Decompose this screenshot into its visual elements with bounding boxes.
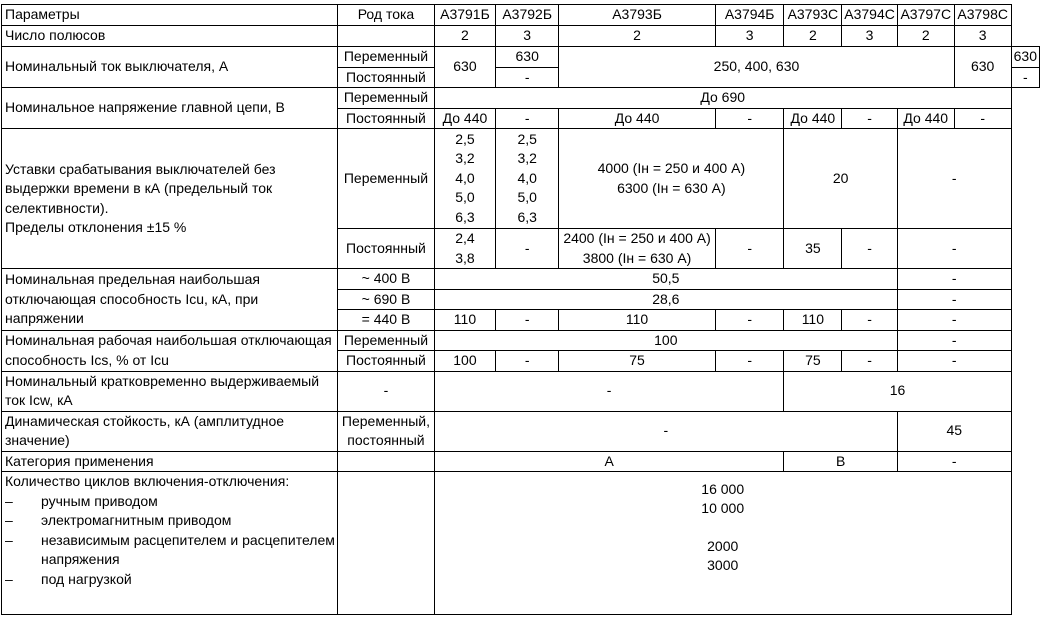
header-model: А3794Б: [715, 5, 784, 26]
cell: 630: [954, 47, 1011, 88]
dash: –: [5, 492, 13, 509]
value-line: 3000: [707, 557, 739, 573]
cell: 250, 400, 630: [559, 47, 954, 88]
header-current-type: Род тока: [338, 5, 435, 26]
cell: [496, 129, 559, 229]
header-model: А3798С: [954, 5, 1011, 26]
cell: 110: [559, 310, 716, 331]
cell: [559, 129, 784, 229]
header-model: А3791Б: [434, 5, 495, 26]
row-label: Число полюсов: [2, 26, 338, 47]
cell: До 690: [434, 88, 1011, 109]
cell: [434, 472, 1011, 615]
cell: 100: [434, 351, 495, 372]
cell: -: [897, 129, 1011, 229]
header-params: Параметры: [2, 5, 338, 26]
cell: -: [897, 330, 1011, 351]
cell: До 440: [784, 108, 842, 129]
cell: В: [784, 451, 897, 472]
voltage-cell: ~ 400 В: [338, 269, 435, 290]
current-type-cell: Постоянный: [338, 351, 435, 372]
value-line: 6,3: [517, 208, 537, 225]
dash: –: [5, 531, 13, 548]
value-line: 4000 (Iн = 250 и 400 А): [597, 160, 746, 176]
current-type-cell: [338, 411, 435, 451]
current-type-cell: Постоянный: [338, 229, 435, 269]
label-line: Уставки срабатывания выключателей без выдержки времени в кА (предельный ток селективности).: [5, 160, 276, 216]
value-line: 16 000: [701, 481, 745, 497]
current-type-cell: Переменный: [338, 129, 435, 229]
value-line: 4,0: [517, 169, 537, 186]
value-line: 5,0: [455, 189, 475, 206]
cell: -: [338, 371, 435, 411]
table-row: [2, 411, 1040, 451]
row-label: Категория применения: [2, 451, 338, 472]
row-label: Номинальный кратковременно выдерживаемый ток Icw, кА: [2, 371, 338, 411]
cell: [434, 129, 495, 229]
table-row: [2, 371, 1040, 411]
row-label: [2, 129, 338, 269]
cell: 50,5: [434, 269, 897, 290]
cell: -: [897, 229, 1011, 269]
table-row: [2, 26, 1040, 47]
cell: 2: [559, 26, 716, 47]
item-text: электромагнитным приводом: [41, 512, 232, 528]
cell: -: [897, 351, 1011, 372]
dash: –: [5, 512, 13, 528]
header-model: А3792Б: [496, 5, 559, 26]
cell: -: [897, 451, 1011, 472]
value-line: 2000: [707, 538, 739, 554]
value-line: 3,8: [455, 249, 475, 266]
list-item: [5, 570, 335, 590]
current-type-cell: Постоянный: [338, 108, 435, 129]
cell: До 440: [897, 108, 954, 129]
cell: -: [496, 67, 559, 88]
value-line: 6300 (Iн = 630 А): [617, 179, 726, 196]
list-item: [5, 492, 335, 512]
list-item: [5, 511, 335, 531]
cell: [434, 229, 495, 269]
value-line: 2400 (Iн = 250 и 400 А): [563, 230, 711, 246]
header-model: А3793Б: [559, 5, 716, 26]
cell: -: [842, 351, 898, 372]
cell: -: [715, 108, 784, 129]
cell: 2: [897, 26, 954, 47]
table-row: [2, 451, 1040, 472]
header-model: А3797С: [897, 5, 954, 26]
value-line: 2,4: [455, 230, 475, 246]
header-model: А3794С: [842, 5, 898, 26]
cell: -: [1011, 67, 1039, 88]
item-text: под нагрузкой: [41, 570, 132, 587]
cell: 630: [434, 47, 495, 88]
cell: [559, 229, 716, 269]
cell: 630: [1011, 47, 1039, 68]
breaker-spec-table: [1, 4, 1040, 615]
cell: -: [954, 108, 1011, 129]
cell: 3: [496, 26, 559, 47]
cell: 100: [434, 330, 897, 351]
cell: 3: [954, 26, 1011, 47]
current-type-cell: Переменный: [338, 330, 435, 351]
cell: 110: [784, 310, 842, 331]
cell: -: [715, 351, 784, 372]
cell: -: [434, 371, 784, 411]
row-label: Номинальная предельная наибольшая отключающая способность Icu, кА, при напряжении: [2, 269, 338, 331]
cell: А: [434, 451, 784, 472]
cell: -: [496, 351, 559, 372]
value-line: 10 000: [701, 500, 745, 516]
spacer: [437, 472, 1009, 480]
cell: 35: [784, 229, 842, 269]
cycles-label: Количество циклов включения-отключения:: [5, 473, 290, 489]
cell: 45: [897, 411, 1011, 451]
cell: 2: [434, 26, 495, 47]
list-item: [5, 531, 335, 570]
cell: -: [434, 411, 897, 451]
cell: -: [715, 229, 784, 269]
item-text: независимым расцепителем и расцепителем напряжения: [41, 531, 335, 567]
cell: 20: [784, 129, 897, 229]
cell: 75: [784, 351, 842, 372]
dash: –: [5, 570, 13, 587]
cell: 3: [715, 26, 784, 47]
empty-cell: [338, 472, 435, 615]
cell: -: [842, 310, 898, 331]
cell: -: [897, 269, 1011, 290]
value-line: 2,5: [517, 130, 537, 147]
cell: 630: [496, 47, 559, 68]
cell: -: [496, 229, 559, 269]
label-line: Пределы отклонения ±15 %: [5, 219, 187, 235]
value-line: 3,2: [517, 150, 537, 167]
value-line: 4,0: [455, 169, 475, 186]
cell: 16: [784, 371, 1011, 411]
empty-cell: [338, 451, 435, 472]
cell: 2: [784, 26, 842, 47]
cell: До 440: [434, 108, 495, 129]
value-line: 3800 (Iн = 630 А): [582, 249, 692, 266]
value-line: 2,5: [455, 130, 475, 147]
value-line: постоянный: [347, 432, 425, 448]
table-row: [2, 330, 1040, 351]
current-type-cell: Постоянный: [338, 67, 435, 88]
cell: -: [842, 229, 898, 269]
voltage-cell: = 440 В: [338, 310, 435, 331]
cell: -: [496, 108, 559, 129]
row-label: Номинальное напряжение главной цепи, В: [2, 88, 338, 129]
value-line: 6,3: [455, 208, 475, 225]
value-line: Переменный,: [341, 412, 430, 429]
table-row: [2, 472, 1040, 615]
row-label: Номинальная рабочая наибольшая отключающая способность Ics, % от Icu: [2, 330, 338, 371]
table-row: [2, 269, 1040, 290]
row-label: [2, 472, 338, 615]
voltage-cell: ~ 690 В: [338, 289, 435, 310]
item-text: ручным приводом: [41, 492, 158, 509]
cell: -: [897, 289, 1011, 310]
cell: -: [715, 310, 784, 331]
cell: -: [842, 108, 898, 129]
current-type-cell: Переменный: [338, 88, 435, 109]
empty-cell: [338, 26, 435, 47]
header-model: А3793С: [784, 5, 842, 26]
value-line: 5,0: [517, 189, 537, 206]
cell: 75: [559, 351, 716, 372]
cell: -: [496, 310, 559, 331]
row-label: Динамическая стойкость, кА (амплитудное значение): [2, 411, 338, 451]
cell: 28,6: [434, 289, 897, 310]
cell: 3: [842, 26, 898, 47]
table-row: [2, 129, 1040, 229]
spacer: [437, 518, 1009, 537]
row-label: Номинальный ток выключателя, А: [2, 47, 338, 88]
table-row: [2, 88, 1040, 109]
value-line: 3,2: [455, 150, 475, 167]
cell: До 440: [559, 108, 716, 129]
table-row: [2, 47, 1040, 68]
current-type-cell: Переменный: [338, 47, 435, 68]
table-header-row: [2, 5, 1040, 26]
cell: 110: [434, 310, 495, 331]
cell: -: [897, 310, 1011, 331]
